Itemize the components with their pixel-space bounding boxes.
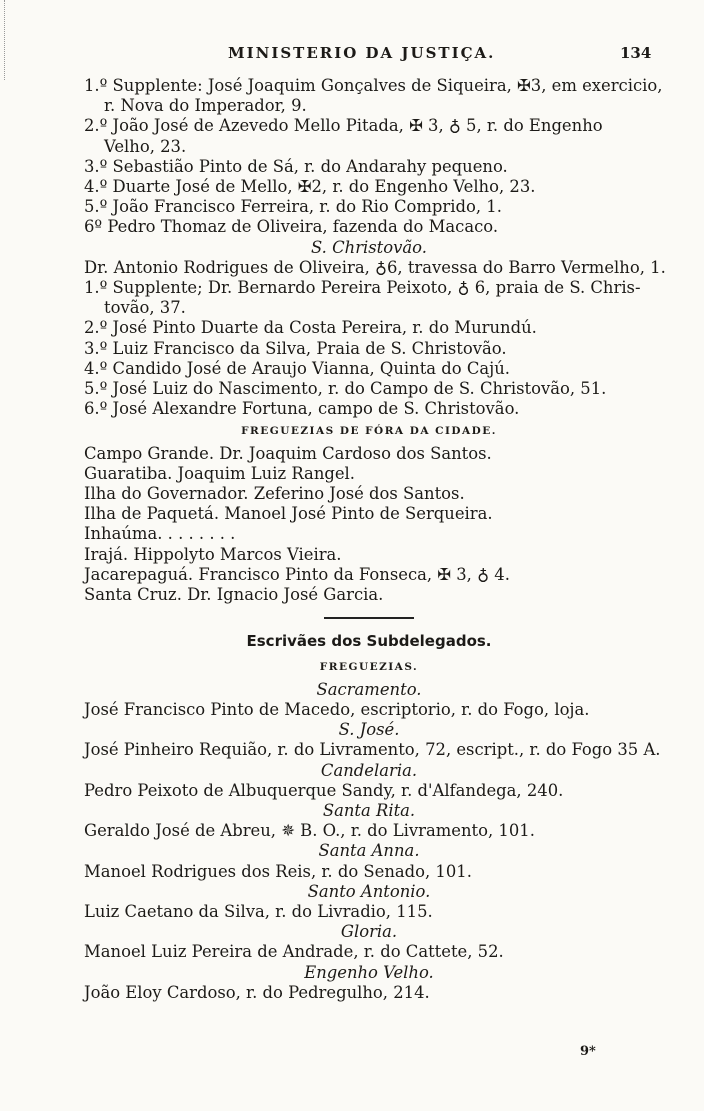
entry-line: 1.º Supplente; Dr. Bernardo Pereira Peixoto, ♁ 6, praia de S. Chris- — [84, 278, 641, 298]
section-title: Escrivães dos Subdelegados. — [246, 632, 492, 651]
section-heading: Santa Anna. — [318, 841, 420, 861]
entry-line: 4.º Duarte José de Mello, ✠2, r. do Engenho Velho, 23. — [84, 177, 536, 197]
entry-line: 4.º Candido José de Araujo Vianna, Quinta do Cajú. — [84, 358, 511, 378]
entry-line: Irajá. Hippolyto Marcos Vieira. — [84, 544, 342, 564]
section-heading: Gloria. — [340, 922, 398, 942]
entry-line: 5.º José Luiz do Nascimento, r. do Campo de S. Christovão, 51. — [84, 379, 607, 399]
entry-continuation: Velho, 23. — [104, 136, 187, 156]
section-heading: S. José. — [338, 720, 400, 740]
subheading: FREGUEZIAS. — [319, 661, 419, 674]
divider — [324, 617, 414, 619]
entry-line: João Eloy Cardoso, r. do Pedregulho, 214. — [84, 982, 430, 1002]
entry-line: Manoel Luiz Pereira de Andrade, r. do Cattete, 52. — [84, 942, 504, 962]
entry-line: José Pinheiro Requião, r. do Livramento, 72, escript., r. do Fogo 35 A. — [84, 740, 661, 760]
section-heading: Santa Rita. — [322, 800, 416, 820]
entry-line: 6º Pedro Thomaz de Oliveira, fazenda do Macaco. — [84, 217, 499, 237]
section-heading: Engenho Velho. — [304, 962, 434, 982]
entry-line: Ilha de Paquetá. Manoel José Pinto de Serqueira. — [84, 504, 493, 524]
entry-line: 6.º José Alexandre Fortuna, campo de S. Christovão. — [84, 399, 520, 419]
entry-line: Dr. Antonio Rodrigues de Oliveira, ♁6, travessa do Barro Vermelho, 1. — [84, 257, 666, 277]
entry-line: Inhaúma. . . . . . . . — [84, 524, 236, 544]
page-title: MINISTERIO DA JUSTIÇA. — [228, 44, 496, 62]
entry-line: Santa Cruz. Dr. Ignacio José Garcia. — [84, 585, 384, 605]
entry-line: Manoel Rodrigues dos Reis, r. do Senado, 101. — [84, 861, 472, 881]
entry-line: 3.º Luiz Francisco da Silva, Praia de S. Christovão. — [84, 338, 507, 358]
entry-line: José Francisco Pinto de Macedo, escriptorio, r. do Fogo, loja. — [84, 699, 590, 719]
entry-line: Pedro Peixoto de Albuquerque Sandy, r. d'Alfandega, 240. — [84, 780, 564, 800]
page-header — [0, 44, 704, 68]
entry-line: 2.º José Pinto Duarte da Costa Pereira, r. do Murundú. — [84, 318, 537, 338]
entry-line: 1.º Supplente: José Joaquim Gonçalves de Siqueira, ✠3, em exercicio, — [84, 76, 663, 95]
signature-mark: 9* — [580, 1044, 596, 1059]
entry-line: 3.º Sebastião Pinto de Sá, r. do Andarahy pequeno. — [84, 156, 508, 176]
entry-continuation: r. Nova do Imperador, 9. — [104, 96, 307, 116]
subheading: FREGUEZIAS DE FÓRA DA CIDADE. — [241, 425, 497, 438]
entry-continuation: tovão, 37. — [104, 298, 186, 318]
entry-line: Guaratiba. Joaquim Luiz Rangel. — [84, 463, 356, 483]
entry-line: 5.º João Francisco Ferreira, r. do Rio Comprido, 1. — [84, 197, 502, 217]
section-heading: Candelaria. — [320, 760, 418, 780]
entry-line: Ilha do Governador. Zeferino José dos Santos. — [84, 484, 465, 504]
document-body — [84, 76, 666, 1003]
margin-mark — [4, 0, 7, 80]
entry-line: 2.º João José de Azevedo Mello Pitada, ✠ 3, ♁ 5, r. do Engenho — [84, 116, 603, 136]
entry-line: Geraldo José de Abreu, ✵ B. O., r. do Livramento, 101. — [84, 821, 535, 841]
entry-line: Luiz Caetano da Silva, r. do Livradio, 115. — [84, 901, 433, 921]
page-number: 134 — [620, 44, 652, 62]
entry-line: Campo Grande. Dr. Joaquim Cardoso dos Santos. — [84, 443, 492, 463]
section-heading: Santo Antonio. — [307, 881, 431, 901]
section-heading: Sacramento. — [316, 679, 422, 699]
entry-line: Jacarepaguá. Francisco Pinto da Fonseca, ✠ 3, ♁ 4. — [84, 564, 510, 584]
section-heading: S. Christovão. — [311, 237, 427, 257]
